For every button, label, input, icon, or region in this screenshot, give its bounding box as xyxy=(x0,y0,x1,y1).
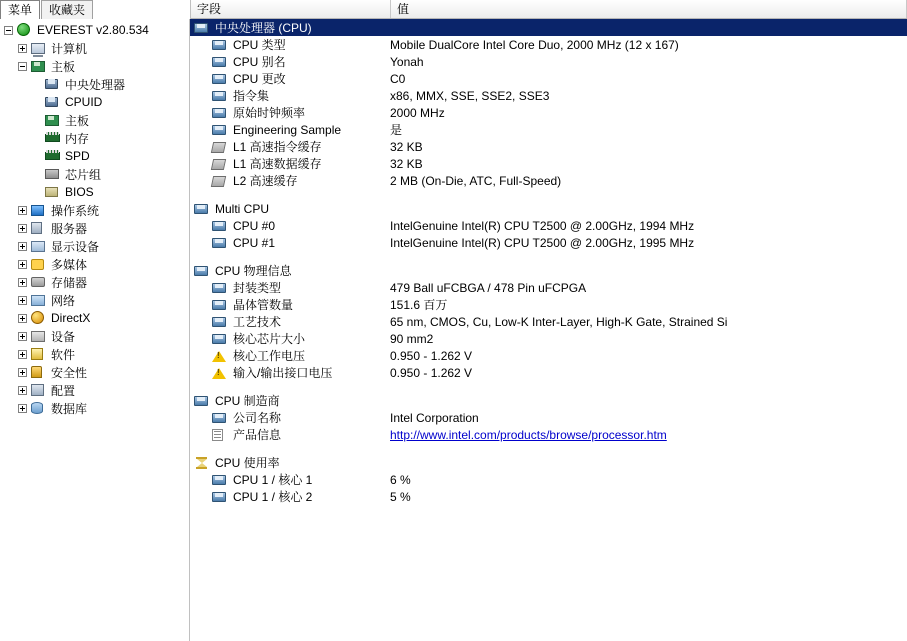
collapse-icon[interactable] xyxy=(4,26,13,35)
detail-row[interactable] xyxy=(190,155,907,172)
detail-value-cell: 2000 MHz xyxy=(390,105,445,120)
detail-value-cell: Mobile DualCore Intel Core Duo, 2000 MHz (12 x 167) xyxy=(390,37,679,52)
expand-icon[interactable] xyxy=(18,314,27,323)
motherboard-icon xyxy=(31,59,47,73)
cpu-icon-shape xyxy=(212,300,226,310)
cpu-icon xyxy=(212,106,228,119)
sidebar-item-15[interactable] xyxy=(0,291,189,309)
sidebar-item-label: EVEREST v2.80.534 xyxy=(37,23,149,37)
detail-group xyxy=(190,262,907,381)
sidebar-item-1[interactable] xyxy=(0,39,189,57)
cache-icon-shape xyxy=(211,142,226,153)
sidebar-item-label: 中央处理器 xyxy=(65,77,126,92)
tree-spacer xyxy=(32,134,41,143)
detail-row[interactable] xyxy=(190,234,907,251)
detail-value-cell: 0.950 - 1.262 V xyxy=(390,348,473,363)
cpu-icon xyxy=(212,411,228,424)
detail-field-cell xyxy=(190,330,390,347)
sidebar-item-12[interactable] xyxy=(0,237,189,255)
detail-row[interactable] xyxy=(190,347,907,364)
detail-field-label: CPU #0 xyxy=(233,218,276,233)
sidebar-item-label: 主板 xyxy=(51,59,76,74)
group-spacer xyxy=(190,251,907,260)
detail-value-cell: IntelGenuine Intel(R) CPU T2500 @ 2.00GHz, 1994 MHz xyxy=(390,218,695,233)
cpu-icon xyxy=(212,332,228,345)
detail-field-cell xyxy=(190,172,390,189)
detail-field-cell xyxy=(190,123,390,137)
sidebar-item-9[interactable] xyxy=(0,183,189,201)
sidebar-item-label: 主板 xyxy=(65,113,90,128)
cpu-icon xyxy=(212,490,228,503)
directx-icon-shape xyxy=(31,311,44,324)
multimedia-icon-shape xyxy=(31,259,44,270)
sidebar-item-label: 设备 xyxy=(51,329,76,344)
cpu-icon xyxy=(212,473,228,486)
detail-group-header[interactable] xyxy=(190,454,907,471)
sidebar-item-label: 芯片组 xyxy=(65,167,102,182)
detail-row[interactable] xyxy=(190,488,907,505)
cpu-icon-shape xyxy=(45,97,58,107)
detail-field-cell xyxy=(190,279,390,296)
sidebar-item-5[interactable] xyxy=(0,111,189,129)
detail-field-label: CPU 更改 xyxy=(233,72,286,86)
cpu-icon xyxy=(212,315,228,328)
config-icon-shape xyxy=(31,384,44,396)
cpu-icon xyxy=(194,202,210,215)
detail-value-cell: 是 xyxy=(390,123,403,137)
sidebar-item-label: BIOS xyxy=(65,185,94,199)
detail-value-cell: C0 xyxy=(390,71,406,86)
software-icon xyxy=(31,347,47,361)
group-spacer xyxy=(190,189,907,198)
memory-icon xyxy=(45,149,61,163)
detail-field-cell xyxy=(190,236,390,250)
sidebar-item-label: 操作系统 xyxy=(51,203,100,218)
detail-row[interactable] xyxy=(190,53,907,70)
detail-field-cell xyxy=(190,347,390,364)
cpu-icon-shape xyxy=(212,317,226,327)
page-icon xyxy=(212,428,228,441)
memory-icon xyxy=(45,131,61,145)
expand-icon[interactable] xyxy=(18,206,27,215)
detail-field-cell xyxy=(190,70,390,87)
cpu-icon xyxy=(194,21,210,34)
cpu-icon xyxy=(45,77,61,91)
device-icon-shape xyxy=(31,331,45,342)
detail-field-label: CPU 1 / 核心 2 xyxy=(233,490,313,504)
top-row xyxy=(0,0,907,19)
sidebar-item-label: 配置 xyxy=(51,383,76,398)
sidebar-item-label: 安全性 xyxy=(51,365,88,380)
sidebar-item-2[interactable] xyxy=(0,57,189,75)
cpu-icon-shape xyxy=(194,204,208,214)
detail-field-label: 公司名称 xyxy=(233,411,282,425)
detail-row[interactable] xyxy=(190,313,907,330)
sidebar-item-label: 数据库 xyxy=(51,401,88,416)
detail-row[interactable] xyxy=(190,104,907,121)
sidebar-item-label: 计算机 xyxy=(51,41,88,56)
sidebar-item-label: SPD xyxy=(65,149,90,163)
detail-row[interactable] xyxy=(190,172,907,189)
cache-icon xyxy=(212,174,228,187)
cpu-icon xyxy=(212,38,228,51)
cpu-icon xyxy=(212,236,228,249)
cpu-icon-shape xyxy=(212,108,226,118)
tree-spacer xyxy=(32,98,41,107)
detail-group-label: 中央处理器 (CPU) xyxy=(215,21,312,35)
cache-icon xyxy=(212,140,228,153)
detail-row[interactable] xyxy=(190,121,907,138)
detail-field-cell xyxy=(190,488,390,505)
expand-icon[interactable] xyxy=(18,242,27,251)
warning-icon xyxy=(212,349,228,362)
sidebar-item-14[interactable] xyxy=(0,273,189,291)
detail-field-cell xyxy=(190,53,390,70)
display-icon-shape xyxy=(31,241,45,252)
expand-icon[interactable] xyxy=(18,296,27,305)
cpu-icon-shape xyxy=(212,91,226,101)
security-icon-shape xyxy=(31,366,42,378)
sidebar-item-6[interactable] xyxy=(0,129,189,147)
sidebar-item-label: 多媒体 xyxy=(51,257,88,272)
cpu-icon-shape xyxy=(212,125,226,135)
detail-row[interactable] xyxy=(190,217,907,234)
detail-group-header[interactable] xyxy=(190,262,907,279)
detail-row[interactable] xyxy=(190,409,907,426)
sidebar-item-0[interactable] xyxy=(0,21,189,39)
directx-icon xyxy=(31,311,47,325)
cpu-icon xyxy=(194,264,210,277)
network-icon-shape xyxy=(31,295,45,306)
sidebar-item-3[interactable] xyxy=(0,75,189,93)
detail-field-cell xyxy=(190,454,390,471)
expand-icon[interactable] xyxy=(18,368,27,377)
multimedia-icon xyxy=(31,257,47,271)
sidebar-item-label: DirectX xyxy=(51,311,91,325)
main-body xyxy=(0,19,907,641)
display-icon xyxy=(31,239,47,253)
detail-field-label: 核心芯片大小 xyxy=(233,332,306,346)
detail-field-label: 核心工作电压 xyxy=(233,349,306,363)
detail-field-cell xyxy=(190,409,390,426)
detail-value-cell: 65 nm, CMOS, Cu, Low-K Inter-Layer, High-K Gate, Strained Si xyxy=(390,314,728,329)
cpu-icon-shape xyxy=(212,413,226,423)
detail-group xyxy=(190,454,907,505)
detail-row[interactable] xyxy=(190,426,907,443)
detail-field-cell xyxy=(190,262,390,279)
memory-icon-shape xyxy=(45,152,60,160)
detail-row[interactable] xyxy=(190,364,907,381)
detail-field-cell xyxy=(190,364,390,381)
sidebar-item-8[interactable] xyxy=(0,165,189,183)
detail-field-cell xyxy=(190,19,390,36)
sidebar-item-label: CPUID xyxy=(65,95,103,109)
detail-row[interactable] xyxy=(190,296,907,313)
detail-field-cell xyxy=(190,313,390,330)
detail-field-cell xyxy=(190,426,390,443)
sidebar-item-21[interactable] xyxy=(0,399,189,417)
expand-icon[interactable] xyxy=(18,278,27,287)
expand-icon[interactable] xyxy=(18,404,27,413)
detail-field-label: 原始时钟频率 xyxy=(233,106,306,120)
detail-field-label: 输入/输出接口电压 xyxy=(233,366,333,380)
detail-field-cell xyxy=(190,202,390,216)
cpu-icon xyxy=(212,281,228,294)
sidebar-item-7[interactable] xyxy=(0,147,189,165)
device-icon xyxy=(31,329,47,343)
cpu-icon-shape xyxy=(194,23,208,33)
detail-field-label: 封装类型 xyxy=(233,281,282,295)
detail-value-cell: Yonah xyxy=(390,54,424,69)
cpu-icon xyxy=(212,89,228,102)
warning-icon-shape xyxy=(212,368,226,379)
detail-field-label: L2 高速缓存 xyxy=(233,174,298,188)
navigation-tree[interactable] xyxy=(0,19,190,641)
cpu-icon xyxy=(194,394,210,407)
group-spacer xyxy=(190,443,907,452)
cpu-icon-shape xyxy=(194,266,208,276)
sidebar-item-16[interactable] xyxy=(0,309,189,327)
sidebar-item-10[interactable] xyxy=(0,201,189,219)
tree-spacer xyxy=(32,188,41,197)
tree-spacer xyxy=(32,116,41,125)
sidebar-item-18[interactable] xyxy=(0,345,189,363)
collapse-icon[interactable] xyxy=(18,62,27,71)
memory-icon-shape xyxy=(45,134,60,142)
column-header-field[interactable]: 字段 xyxy=(191,0,391,18)
expand-icon[interactable] xyxy=(18,332,27,341)
sidebar-item-11[interactable] xyxy=(0,219,189,237)
cpu-icon-shape xyxy=(212,74,226,84)
motherboard-icon-shape xyxy=(45,115,59,126)
sidebar-item-19[interactable] xyxy=(0,363,189,381)
cpu-icon xyxy=(212,72,228,85)
detail-group-label: CPU 物理信息 xyxy=(215,264,292,278)
database-icon xyxy=(31,401,47,415)
cpu-icon xyxy=(212,123,228,136)
software-icon-shape xyxy=(31,348,43,360)
detail-field-label: 晶体管数量 xyxy=(233,298,294,312)
detail-field-label: CPU 别名 xyxy=(233,55,286,69)
cpu-icon-shape xyxy=(212,334,226,344)
sidebar-item-20[interactable] xyxy=(0,381,189,399)
detail-field-cell xyxy=(190,471,390,488)
detail-field-cell xyxy=(190,392,390,409)
detail-group-label: Multi CPU xyxy=(215,201,270,216)
detail-row[interactable] xyxy=(190,471,907,488)
cache-icon-shape xyxy=(211,176,226,187)
tree-spacer xyxy=(32,80,41,89)
security-icon xyxy=(31,365,47,379)
cpu-icon-shape xyxy=(212,238,226,248)
detail-field-label: L1 高速数据缓存 xyxy=(233,157,322,171)
chipset-icon xyxy=(45,167,61,181)
detail-group-header[interactable] xyxy=(190,200,907,217)
detail-value-cell: 90 mm2 xyxy=(390,331,434,346)
detail-value-cell: 0.950 - 1.262 V xyxy=(390,365,473,380)
detail-row[interactable] xyxy=(190,279,907,296)
detail-group-header[interactable] xyxy=(190,392,907,409)
detail-value-cell: 32 KB xyxy=(390,156,423,171)
computer-icon-shape xyxy=(31,43,45,54)
sidebar-item-13[interactable] xyxy=(0,255,189,273)
cpu-icon-shape xyxy=(212,492,226,502)
sidebar-item-label: 内存 xyxy=(65,131,90,146)
detail-group-label: CPU 使用率 xyxy=(215,456,280,470)
detail-group xyxy=(190,200,907,251)
tree-spacer xyxy=(32,152,41,161)
computer-icon xyxy=(31,41,47,55)
warning-icon-shape xyxy=(212,351,226,362)
cpu-icon xyxy=(212,219,228,232)
detail-row[interactable] xyxy=(190,87,907,104)
motherboard-icon xyxy=(45,113,61,127)
detail-field-cell xyxy=(190,296,390,313)
detail-group xyxy=(190,392,907,443)
detail-field-cell xyxy=(190,104,390,121)
detail-field-cell xyxy=(190,138,390,155)
sidebar-item-label: 显示设备 xyxy=(51,239,100,254)
expand-icon[interactable] xyxy=(18,386,27,395)
detail-field-label: CPU 1 / 核心 1 xyxy=(233,473,313,487)
database-icon-shape xyxy=(31,402,43,414)
expand-icon[interactable] xyxy=(18,44,27,53)
detail-row[interactable] xyxy=(190,330,907,347)
detail-value-cell: x86, MMX, SSE, SSE2, SSE3 xyxy=(390,88,550,103)
detail-value-cell: 32 KB xyxy=(390,139,423,154)
detail-pane[interactable] xyxy=(190,19,907,641)
detail-field-cell xyxy=(190,36,390,53)
cpu-icon-shape xyxy=(45,79,58,89)
detail-field-cell xyxy=(190,87,390,104)
detail-value-cell: 151.6 百万 xyxy=(390,298,448,312)
cache-icon xyxy=(212,157,228,170)
sidebar-item-label: 软件 xyxy=(51,347,76,362)
detail-row[interactable] xyxy=(190,70,907,87)
detail-field-label: 产品信息 xyxy=(233,428,282,442)
detail-value-cell: 6 % xyxy=(390,472,411,487)
storage-icon-shape xyxy=(31,277,45,287)
sidebar-item-label: 存储器 xyxy=(51,275,88,290)
detail-value-cell[interactable] xyxy=(390,428,907,442)
everest-icon-shape xyxy=(17,23,30,36)
detail-field-label: CPU 类型 xyxy=(233,38,286,52)
detail-field-label: Engineering Sample xyxy=(233,122,342,137)
motherboard-icon-shape xyxy=(31,61,45,72)
group-spacer xyxy=(190,381,907,390)
detail-value-cell: Intel Corporation xyxy=(390,410,479,425)
detail-row[interactable] xyxy=(190,36,907,53)
detail-field-label: L1 高速指令缓存 xyxy=(233,140,322,154)
cpu-icon xyxy=(212,298,228,311)
detail-field-label: CPU #1 xyxy=(233,235,276,250)
detail-value-cell: IntelGenuine Intel(R) CPU T2500 @ 2.00GHz, 1995 MHz xyxy=(390,235,695,250)
cpu-icon-shape xyxy=(212,221,226,231)
cpu-icon-shape xyxy=(212,40,226,50)
cpu-icon xyxy=(212,55,228,68)
detail-value-cell: 5 % xyxy=(390,489,411,504)
sidebar-item-label: 网络 xyxy=(51,293,76,308)
server-icon xyxy=(31,221,47,235)
sidebar-item-17[interactable] xyxy=(0,327,189,345)
detail-value-cell: 2 MB (On-Die, ATC, Full-Speed) xyxy=(390,173,562,188)
server-icon-shape xyxy=(31,222,42,234)
expand-icon[interactable] xyxy=(18,350,27,359)
detail-field-label: 工艺技术 xyxy=(233,315,282,329)
everest-icon xyxy=(17,23,33,37)
detail-field-cell xyxy=(190,155,390,172)
windows-icon-shape xyxy=(31,205,44,216)
sidebar-item-4[interactable] xyxy=(0,93,189,111)
config-icon xyxy=(31,383,47,397)
tab-menu[interactable]: 菜单 xyxy=(0,0,40,19)
page-icon-shape xyxy=(212,429,223,441)
tab-favorites[interactable]: 收藏夹 xyxy=(41,0,93,19)
expand-icon[interactable] xyxy=(18,224,27,233)
product-info-link[interactable]: http://www.intel.com/products/browse/processor.htm xyxy=(390,427,667,442)
sidebar-tabstrip xyxy=(0,0,191,19)
tree-spacer xyxy=(32,170,41,179)
detail-group-header[interactable] xyxy=(190,19,907,36)
cpu-icon-shape xyxy=(212,283,226,293)
network-icon xyxy=(31,293,47,307)
hourglass-icon-shape xyxy=(196,457,207,469)
detail-field-cell xyxy=(190,219,390,233)
bios-icon xyxy=(45,185,61,199)
expand-icon[interactable] xyxy=(18,260,27,269)
detail-field-label: 指令集 xyxy=(233,89,270,103)
windows-icon xyxy=(31,203,47,217)
detail-group-label: CPU 制造商 xyxy=(215,394,280,408)
cpu-icon xyxy=(45,95,61,109)
detail-row[interactable] xyxy=(190,138,907,155)
detail-group xyxy=(190,19,907,189)
detail-column-headers xyxy=(191,0,907,19)
bios-icon-shape xyxy=(45,187,58,197)
hourglass-icon xyxy=(194,456,210,469)
detail-value-cell: 479 Ball uFCBGA / 478 Pin uFCPGA xyxy=(390,280,587,295)
sidebar-item-label: 服务器 xyxy=(51,221,88,236)
cpu-icon-shape xyxy=(212,57,226,67)
cpu-icon-shape xyxy=(212,475,226,485)
storage-icon xyxy=(31,275,47,289)
chipset-icon-shape xyxy=(45,169,59,179)
column-header-value[interactable]: 值 xyxy=(391,0,907,18)
cpu-icon-shape xyxy=(194,396,208,406)
warning-icon xyxy=(212,366,228,379)
cache-icon-shape xyxy=(211,159,226,170)
